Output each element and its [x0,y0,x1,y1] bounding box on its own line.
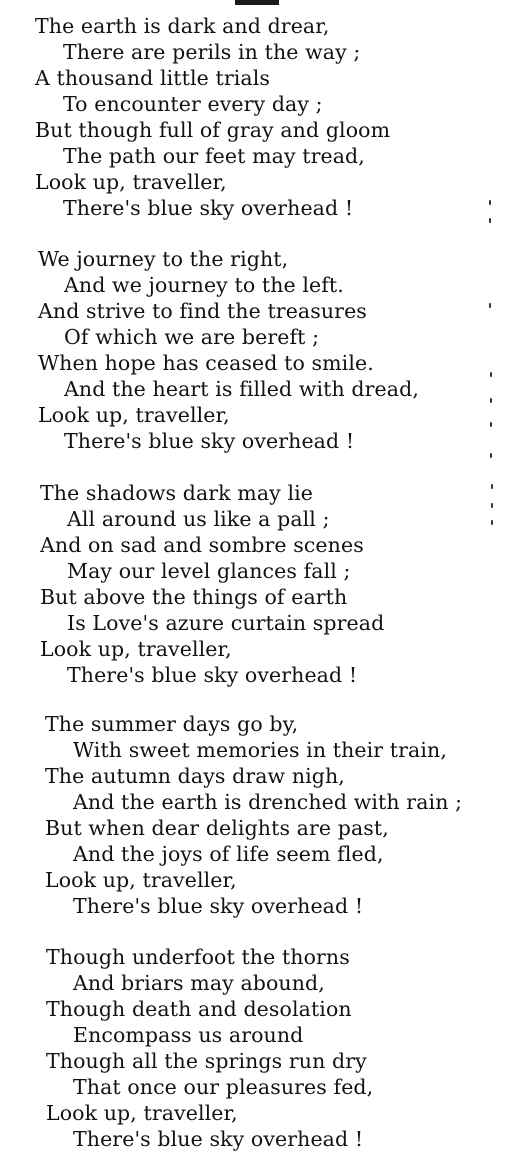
poem-line: But though full of gray and gloom [35,118,391,142]
poem-line: The earth is dark and drear, [35,14,330,38]
poem-line: The path our feet may tread, [63,144,365,168]
header-rule [235,0,279,5]
poem-line: Though all the springs run dry [46,1049,367,1073]
poem-line: Is Love's azure curtain spread [67,611,385,635]
print-speck [490,422,492,427]
poem-line: But above the things of earth [40,585,348,609]
poem-line: Though death and desolation [46,997,352,1021]
poem-line: There's blue sky overhead ! [73,894,364,918]
poem-line: And the joys of life seem fled, [73,842,384,866]
poem-line: The autumn days draw nigh, [45,764,345,788]
poem-line: May our level glances fall ; [67,559,351,583]
poem-line: When hope has ceased to smile. [38,351,374,375]
poem-line: The shadows dark may lie [40,481,314,505]
poem-line: We journey to the right, [38,247,289,271]
poem-line: And briars may abound, [73,971,325,995]
print-speck [489,218,491,223]
poem-line: There's blue sky overhead ! [73,1127,364,1151]
print-speck [489,200,491,205]
poem-line: That once our pleasures fed, [73,1075,374,1099]
poem-line: There's blue sky overhead ! [63,196,354,220]
print-speck [491,520,493,525]
poem-line: There are perils in the way ; [63,40,361,64]
poem-line: Look up, traveller, [46,1101,238,1125]
poem-line: Of which we are bereft ; [64,325,320,349]
poem-line: And the earth is drenched with rain ; [73,790,463,814]
poem-line: Look up, traveller, [45,868,237,892]
poem-line: Though underfoot the thorns [46,945,350,969]
poem-line: And strive to find the treasures [38,299,367,323]
poem-line: And we journey to the left. [64,273,344,297]
poem-line: Look up, traveller, [40,637,232,661]
poem-line: There's blue sky overhead ! [67,663,358,687]
poem-line: And the heart is filled with dread, [64,377,419,401]
poem-line: All around us like a pall ; [67,507,330,531]
poem-line: There's blue sky overhead ! [64,429,355,453]
print-speck [491,503,493,508]
print-speck [491,484,493,489]
poem-line: With sweet memories in their train, [73,738,447,762]
poem-line: To encounter every day ; [63,92,323,116]
print-speck [490,453,492,458]
poem-line: A thousand little trials [35,66,270,90]
print-speck [490,372,492,377]
poem-line: And on sad and sombre scenes [40,533,364,557]
poem-line: Encompass us around [73,1023,304,1047]
print-speck [490,398,492,403]
poem-line: But when dear delights are past, [45,816,389,840]
poem-line: Look up, traveller, [35,170,227,194]
print-speck [489,303,491,308]
poem-line: The summer days go by, [45,712,299,736]
poem-line: Look up, traveller, [38,403,230,427]
